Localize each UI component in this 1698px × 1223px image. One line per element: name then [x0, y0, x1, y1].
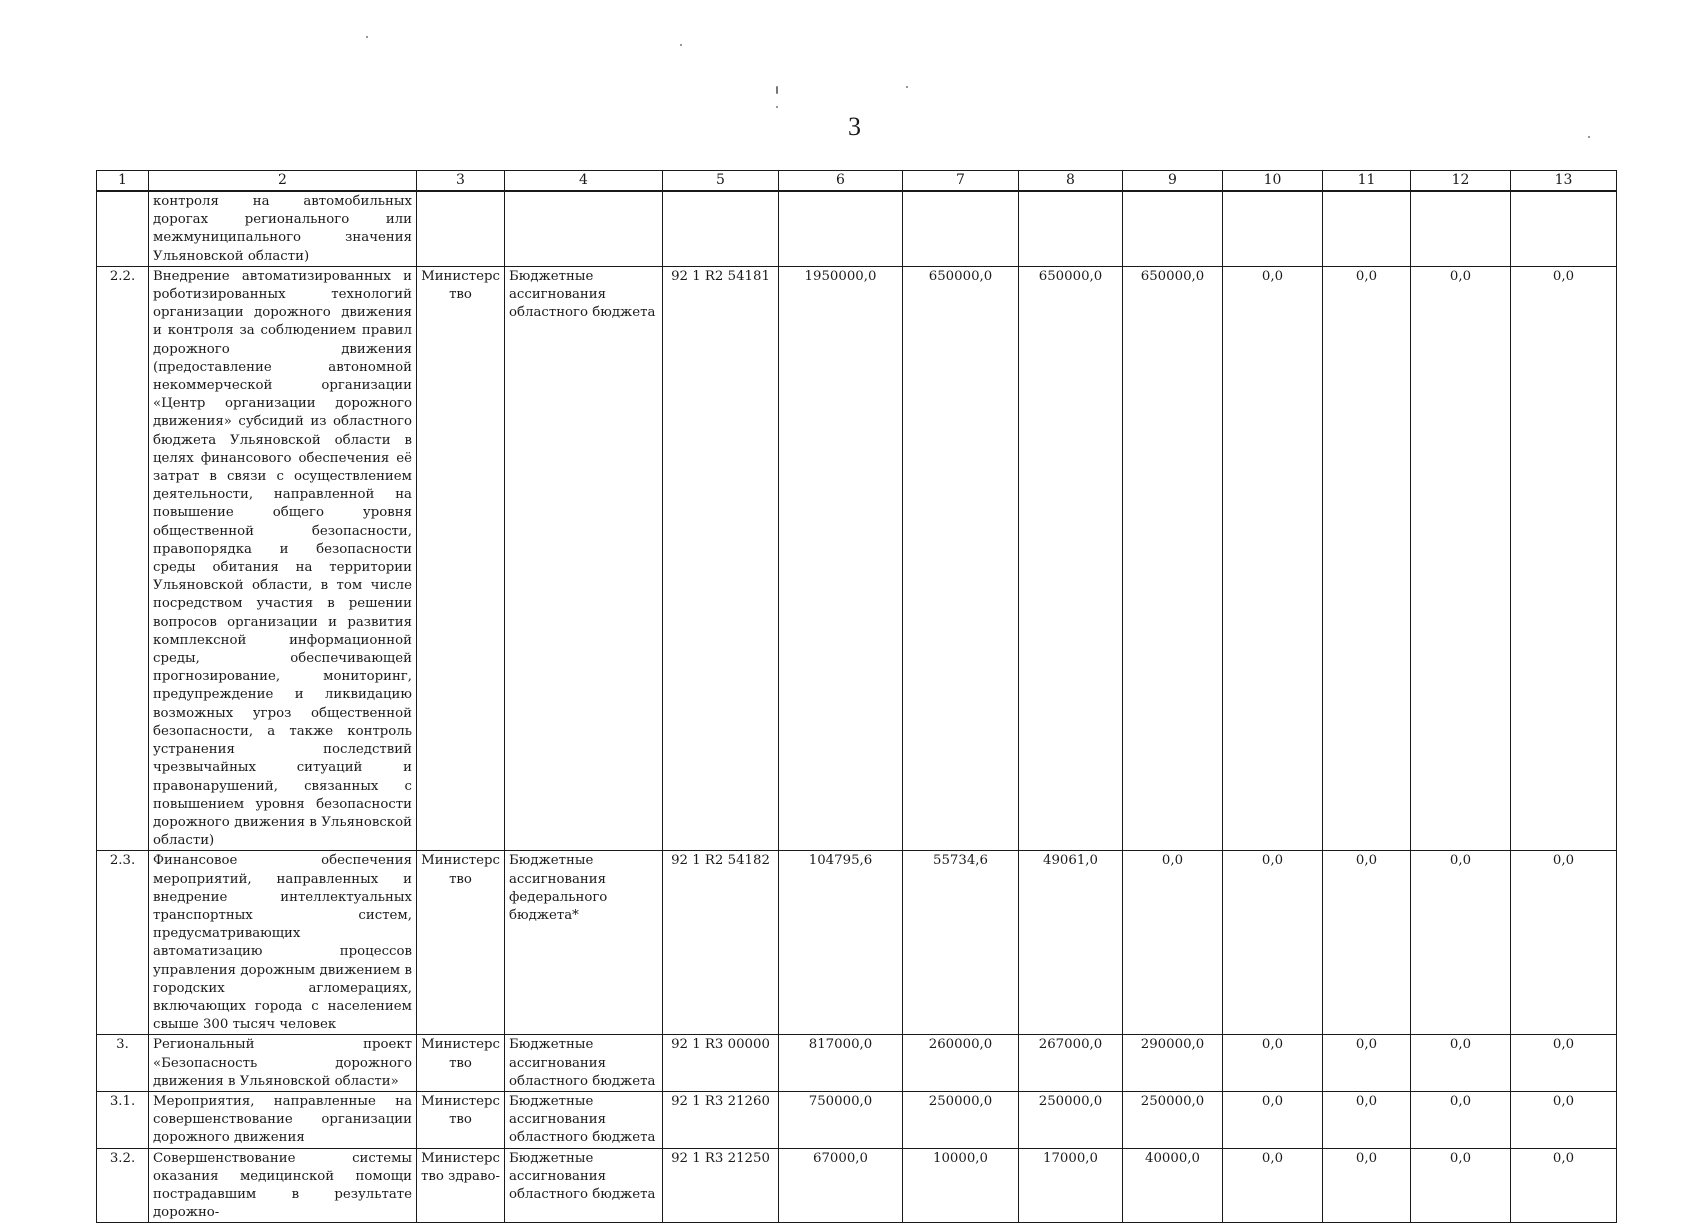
amount-cell: 260000,0 — [903, 1035, 1019, 1092]
amount-cell: 0,0 — [1411, 851, 1511, 1035]
column-header: 4 — [505, 171, 663, 192]
amount-cell — [1411, 191, 1511, 266]
activity-name: Мероприятия, направленные на совершенствование организации дорожного движения — [149, 1091, 417, 1148]
scan-speck — [906, 86, 908, 88]
amount-cell: 650000,0 — [1019, 266, 1123, 851]
amount-cell: 0,0 — [1411, 1091, 1511, 1148]
amount-cell: 0,0 — [1511, 1148, 1617, 1223]
row-number: 2.3. — [97, 851, 149, 1035]
amount-cell — [1019, 191, 1123, 266]
amount-cell: 104795,6 — [779, 851, 903, 1035]
budget-code: 92 1 R3 21260 — [663, 1091, 779, 1148]
amount-cell — [1323, 191, 1411, 266]
table-row — [97, 851, 1617, 1035]
column-header: 11 — [1323, 171, 1411, 192]
row-number: 3.2. — [97, 1148, 149, 1223]
amount-cell: 0,0 — [1223, 1091, 1323, 1148]
amount-cell: 49061,0 — [1019, 851, 1123, 1035]
row-number: 2.2. — [97, 266, 149, 851]
funding-source: Бюджетные ассигнования областного бюджета — [505, 1035, 663, 1092]
scan-speck — [1588, 136, 1590, 138]
amount-cell: 0,0 — [1223, 1148, 1323, 1223]
amount-cell: 0,0 — [1123, 851, 1223, 1035]
column-header: 10 — [1223, 171, 1323, 192]
budget-code: 92 1 R2 54182 — [663, 851, 779, 1035]
activity-name: Финансовое обеспечения мероприятий, направленных и внедрение интеллектуальных транспортных систем, предусматривающих автоматизацию процессов управления дорожным движением в городских агломерациях, включающих города с населением свыше 300 тысяч человек — [149, 851, 417, 1035]
amount-cell: 0,0 — [1411, 1148, 1511, 1223]
column-header: 9 — [1123, 171, 1223, 192]
amount-cell — [1223, 191, 1323, 266]
amount-cell: 290000,0 — [1123, 1035, 1223, 1092]
executor: Министерство — [417, 266, 505, 851]
column-header: 3 — [417, 171, 505, 192]
column-header: 5 — [663, 171, 779, 192]
table-row — [97, 1091, 1617, 1148]
column-header: 7 — [903, 171, 1019, 192]
activity-name: контроля на автомобильных дорогах регионального или межмуниципального значения Ульяновской области) — [149, 191, 417, 266]
table-row — [97, 266, 1617, 851]
budget-table — [96, 170, 1617, 1223]
budget-code: 92 1 R3 00000 — [663, 1035, 779, 1092]
amount-cell: 250000,0 — [1019, 1091, 1123, 1148]
scan-speck — [776, 86, 778, 94]
amount-cell: 10000,0 — [903, 1148, 1019, 1223]
row-number: 3. — [97, 1035, 149, 1092]
column-header: 2 — [149, 171, 417, 192]
amount-cell: 650000,0 — [903, 266, 1019, 851]
executor: Министерство — [417, 1091, 505, 1148]
budget-code: 92 1 R2 54181 — [663, 266, 779, 851]
amount-cell: 17000,0 — [1019, 1148, 1123, 1223]
executor: Министерство — [417, 851, 505, 1035]
amount-cell: 40000,0 — [1123, 1148, 1223, 1223]
amount-cell: 0,0 — [1511, 1091, 1617, 1148]
table-row — [97, 1148, 1617, 1223]
column-number-header — [97, 171, 1617, 192]
amount-cell: 0,0 — [1411, 1035, 1511, 1092]
table-row — [97, 191, 1617, 266]
executor: Министерство — [417, 1035, 505, 1092]
row-number: 3.1. — [97, 1091, 149, 1148]
budget-code — [663, 191, 779, 266]
amount-cell: 0,0 — [1511, 851, 1617, 1035]
amount-cell: 0,0 — [1223, 1035, 1323, 1092]
scan-speck — [776, 106, 778, 108]
amount-cell: 0,0 — [1323, 851, 1411, 1035]
amount-cell: 0,0 — [1511, 266, 1617, 851]
amount-cell: 0,0 — [1323, 1035, 1411, 1092]
executor: Министерство здраво- — [417, 1148, 505, 1223]
amount-cell: 1950000,0 — [779, 266, 903, 851]
amount-cell: 0,0 — [1411, 266, 1511, 851]
amount-cell: 267000,0 — [1019, 1035, 1123, 1092]
funding-source: Бюджетные ассигнования федерального бюджета* — [505, 851, 663, 1035]
funding-source: Бюджетные ассигнования областного бюджета — [505, 266, 663, 851]
funding-source — [505, 191, 663, 266]
amount-cell: 0,0 — [1323, 266, 1411, 851]
executor — [417, 191, 505, 266]
budget-code: 92 1 R3 21250 — [663, 1148, 779, 1223]
table-row — [97, 1035, 1617, 1092]
amount-cell: 0,0 — [1323, 1091, 1411, 1148]
amount-cell: 650000,0 — [1123, 266, 1223, 851]
amount-cell: 0,0 — [1511, 1035, 1617, 1092]
amount-cell: 250000,0 — [903, 1091, 1019, 1148]
funding-source: Бюджетные ассигнования областного бюджета — [505, 1148, 663, 1223]
activity-name: Внедрение автоматизированных и роботизированных технологий организации дорожного движения и контроля за соблюдением правил дорожного движения (предоставление автономной некоммерческой организации «Центр организации дорожного движения» субсидий из областного бюджета Ульяновской области в целях финансового обеспечения её затрат в связи с осуществлением деятельности, направленной на повышение общего уровня общественной безопасности, правопорядка и безопасности среды обитания на территории Ульяновской области, в том числе посредством участия в решении вопросов организации и развития комплексной информационной среды, обеспечивающей прогнозирование, мониторинг, предупреждение и ликвидацию возможных угроз общественной безопасности, а также контроль устранения последствий чрезвычайных ситуаций и правонарушений, связанных с повышением уровня безопасности дорожного движения в Ульяновской области) — [149, 266, 417, 851]
amount-cell: 67000,0 — [779, 1148, 903, 1223]
row-number — [97, 191, 149, 266]
page-number: 3 — [848, 112, 861, 141]
amount-cell: 0,0 — [1223, 266, 1323, 851]
activity-name: Региональный проект «Безопасность дорожного движения в Ульяновской области» — [149, 1035, 417, 1092]
funding-source: Бюджетные ассигнования областного бюджета — [505, 1091, 663, 1148]
scan-speck — [680, 44, 682, 46]
column-header: 1 — [97, 171, 149, 192]
amount-cell: 750000,0 — [779, 1091, 903, 1148]
amount-cell — [903, 191, 1019, 266]
column-header: 13 — [1511, 171, 1617, 192]
amount-cell: 250000,0 — [1123, 1091, 1223, 1148]
scan-speck — [366, 36, 368, 38]
column-header: 6 — [779, 171, 903, 192]
amount-cell: 55734,6 — [903, 851, 1019, 1035]
amount-cell — [1123, 191, 1223, 266]
amount-cell: 817000,0 — [779, 1035, 903, 1092]
amount-cell: 0,0 — [1223, 851, 1323, 1035]
activity-name: Совершенствование системы оказания медицинской помощи пострадавшим в результате дорожно- — [149, 1148, 417, 1223]
amount-cell — [1511, 191, 1617, 266]
column-header: 12 — [1411, 171, 1511, 192]
amount-cell — [779, 191, 903, 266]
column-header: 8 — [1019, 171, 1123, 192]
amount-cell: 0,0 — [1323, 1148, 1411, 1223]
